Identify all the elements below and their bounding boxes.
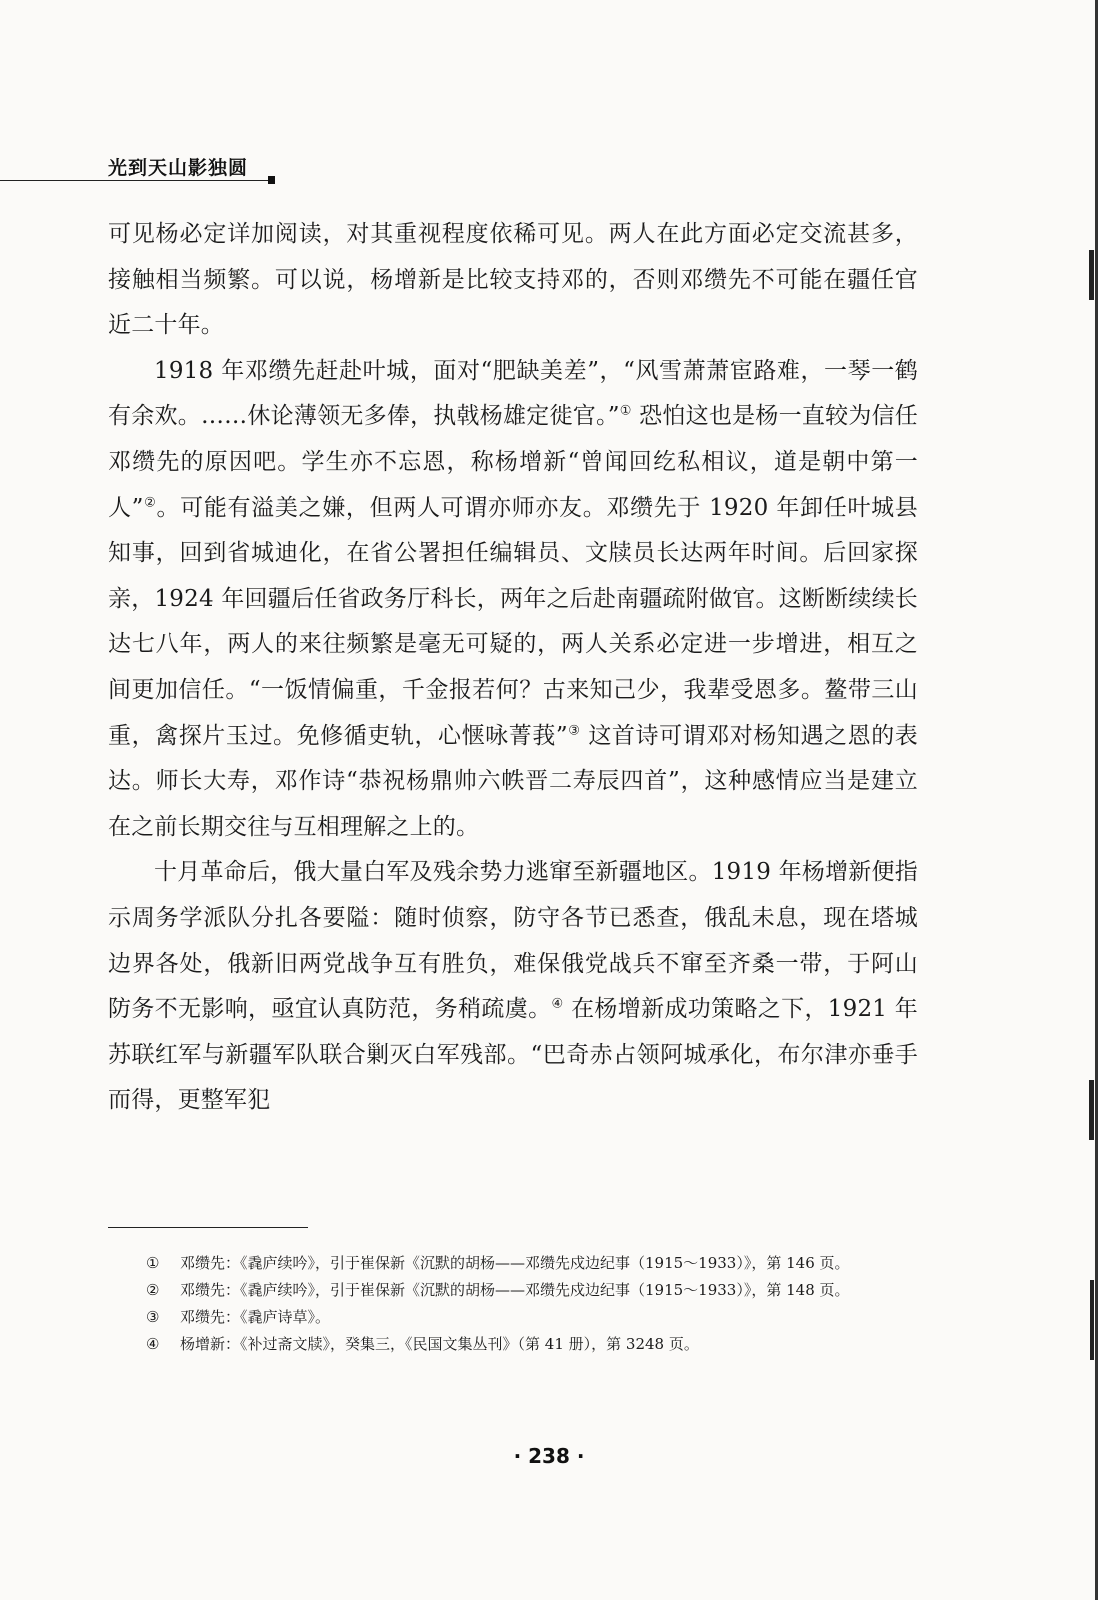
footnote-ref: ④ [551,996,564,1012]
footnote [146,1304,926,1331]
footnote-ref: ② [143,494,157,510]
header-mark [268,176,275,184]
footnote-ref: ① [619,403,632,419]
footnote [146,1250,926,1277]
paragraph [108,349,918,851]
running-head: 光到天山影独圆 [108,157,249,179]
paragraph-segment: 可见杨必定详加阅读，对其重视程度依稀可见。两人在此方面必定交流甚多，接触相当频繁。可以说，杨增新是比较支持邓的，否则邓缵先不可能在疆任官近二十年。 [108,221,918,339]
paragraph [108,212,918,349]
footnote-mark: ① [146,1254,160,1272]
footnote-text: 邓缵先：《毳庐续吟》，引于崔保新《沉默的胡杨——邓缵先戍边纪事（1915～1933）》，第 146 页。 [180,1254,850,1272]
page-number: · 238 · [513,1444,585,1468]
header-rule [0,180,272,181]
footnotes [146,1250,926,1358]
footnote-text: 邓缵先：《毳庐续吟》，引于崔保新《沉默的胡杨——邓缵先戍边纪事（1915～1933）》，第 148 页。 [180,1281,850,1299]
paragraph-segment: 这首诗可谓邓对杨知遇之恩的表达。师长大寿，邓作诗“恭祝杨鼎帅六帙晋二寿辰四首”，这种感情应当是建立在之前长期交往与互相理解之上的。 [108,722,919,840]
paragraph [108,850,918,1124]
paragraph-segment: 。可能有溢美之嫌，但两人可谓亦师亦友。邓缵先于 1920 年卸任叶城县知事，回到省城迪化，在省公署担任编辑员、文牍员长达两年时间。后回家探亲，1924 年回疆后任省政务厅科长，两年之后赴南疆疏附做官。这断断续续长达七八年，两人的来往频繁是毫无可疑的，两人关系必定进一步增进，相互之间更加信任。“一饭情偏重，千金报若何？古来知己少，我辈受恩多。鳌带三山重，禽探片玉过。免修循吏轨，心惬咏菁莪” [108,494,918,749]
footnote-mark: ③ [146,1308,160,1326]
scan-artifact [1089,1080,1094,1140]
footnote-mark: ② [146,1281,160,1299]
footnote [146,1331,926,1358]
paragraph-segment: 十月革命后，俄大量白军及残余势力逃窜至新疆地区。1919 年杨增新便指示周务学派队分扎各要隘：随时侦察，防守各节已悉查，俄乱未息，现在塔城边界各处，俄新旧两党战争互有胜负，难保俄党战兵不窜至齐桑一带，于阿山防务不无影响，亟宜认真防范，务稍疏虞。 [108,859,918,1023]
scan-artifact [1089,250,1094,300]
footnote-rule [108,1227,308,1228]
footnote-text: 邓缵先：《毳庐诗草》。 [180,1308,331,1326]
scan-artifact [1090,1280,1094,1360]
body-render [108,212,918,1124]
paragraph-segment: 1918 年邓缵先赶赴叶城，面对“肥缺美差”，“风雪萧萧宦路难，一琴一鹤有余欢。……休论薄领无多俸，执戟杨雄定徙官。” [108,357,918,430]
footnote [146,1277,926,1304]
footnote-ref: ③ [567,722,581,738]
footnote-mark: ④ [146,1335,160,1353]
paragraph-segment: 在杨增新成功策略之下，1921 年苏联红军与新疆军队联合剿灭白军残部。“巴奇赤占领阿城承化，布尔津亦垂手而得，更整军犯 [108,996,918,1114]
paragraph-segment: 恐怕这也是杨一直较为信任邓缵先的原因吧。学生亦不忘恩，称杨增新“曾闻回纥私相议，道是朝中第一人” [108,403,919,521]
footnote-text: 杨增新：《补过斋文牍》，癸集三，《民国文集丛刊》（第 41 册），第 3248 页。 [180,1335,699,1353]
